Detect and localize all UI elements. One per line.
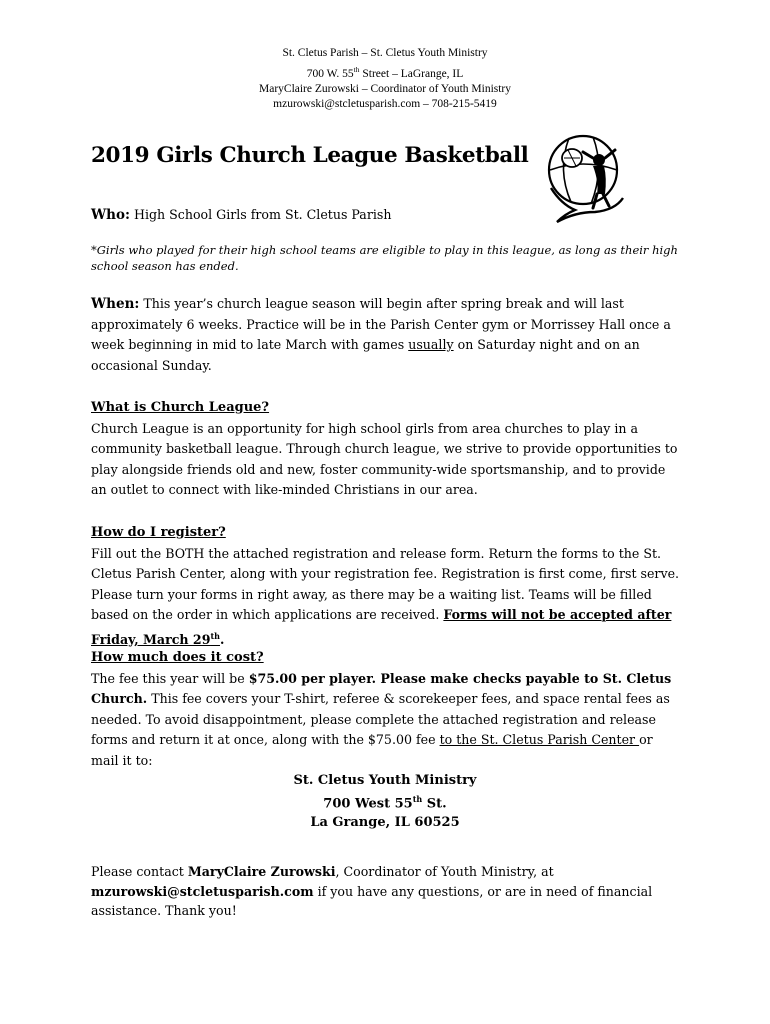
letterhead-contact: mzurowski@stcletusparish.com – 708-215-5419 [273, 98, 497, 111]
address-street-number: 700 West 55 [323, 796, 413, 812]
register-heading: How do I register? [91, 525, 226, 540]
eligibility-note: *Girls who played for their high school teams are eligible to play in this league, as long as their high school season has ended. [91, 243, 678, 273]
when-emphasis: usually [408, 337, 454, 352]
contact-name: MaryClaire Zurowski [187, 864, 336, 879]
address-street-sup: th [412, 794, 423, 804]
letterhead-parish: St. Cletus Parish – St. Cletus Youth Ministry [282, 47, 488, 59]
what-section [91, 398, 681, 501]
contact-text: Please contact [91, 864, 188, 879]
letterhead [0, 46, 770, 113]
register-body [91, 544, 681, 651]
address-city: La Grange, IL 60525 [310, 815, 460, 831]
register-text: Fill out the BOTH the attached registration and release form. Return the forms to the St. Cletus Parish Center, along with your registration fee. Registration is first come, first serve. Please turn your forms in right away, as there may be a waiting list. Teams will be filled based on the order in which applications are received. [91, 545, 680, 622]
cost-text: The fee this year will be [91, 670, 249, 686]
cost-details: This fee covers your T-shirt, referee & scorekeeper fees, and space rental fees as needed. To avoid disappointment, please complete the attached registration and release forms and return it at once, along with the $75.00 fee [91, 691, 670, 747]
when-section [91, 294, 681, 376]
address-org: St. Cletus Youth Ministry [293, 773, 477, 788]
register-section [91, 523, 681, 650]
address-street [0, 790, 770, 813]
letterhead-coordinator: MaryClaire Zurowski – Coordinator of Youth Ministry [258, 82, 512, 95]
what-heading: What is Church League? [91, 400, 270, 415]
cost-text-end: or mail it to: [91, 732, 653, 768]
cost-destination: to the St. Cletus Parish Center [439, 732, 640, 747]
letterhead-address [0, 62, 770, 82]
who-label: Who: [91, 207, 130, 223]
when-text: This year’s church league season will begin after spring break and will last approximately 6 weeks. Practice will be in the Parish Center gym or Morrissey Hall once a week beginning in mid to late March with games [91, 296, 671, 352]
mailing-address [0, 771, 770, 832]
contact-text-end: if you have any questions, or are in need of financial assistance. Thank you! [91, 883, 653, 918]
what-text: Church League is an opportunity for high school girls from area churches to play in a community basketball league. Through church league, we strive to provide opportunities to play alongside friends old and new, foster community-wide sportsmanship, and to provide an outlet to connect with like-minded Christians in our area. [91, 420, 678, 497]
letterhead-address-city: Street – LaGrange, IL [359, 67, 464, 80]
when-label: When: [91, 296, 140, 312]
when-text-end: on Saturday night and on an occasional Sunday. [91, 337, 640, 373]
cost-body [91, 669, 681, 772]
contact-section [91, 862, 681, 921]
contact-email[interactable]: mzurowski@stcletusparish.com [91, 883, 314, 899]
letterhead-address-street: 700 W. 55 [306, 67, 354, 80]
register-deadline-sup: th [210, 630, 220, 641]
register-deadline-end: . [219, 631, 225, 647]
letterhead-address-sup: th [353, 64, 360, 74]
register-deadline-text: Forms will not be accepted after Friday, March 29 [91, 607, 672, 647]
who-text: High School Girls from St. Cletus Parish [129, 207, 392, 222]
who-section [91, 205, 681, 226]
address-street-suffix: St. [422, 796, 447, 812]
contact-role: , Coordinator of Youth Ministry, at [335, 864, 554, 879]
cost-fee: $75.00 per player. Please make checks payable to St. Cletus Church. [91, 670, 672, 706]
cost-heading: How much does it cost? [91, 650, 264, 665]
cost-section [91, 648, 681, 771]
page-title: 2019 Girls Church League Basketball [91, 143, 529, 168]
